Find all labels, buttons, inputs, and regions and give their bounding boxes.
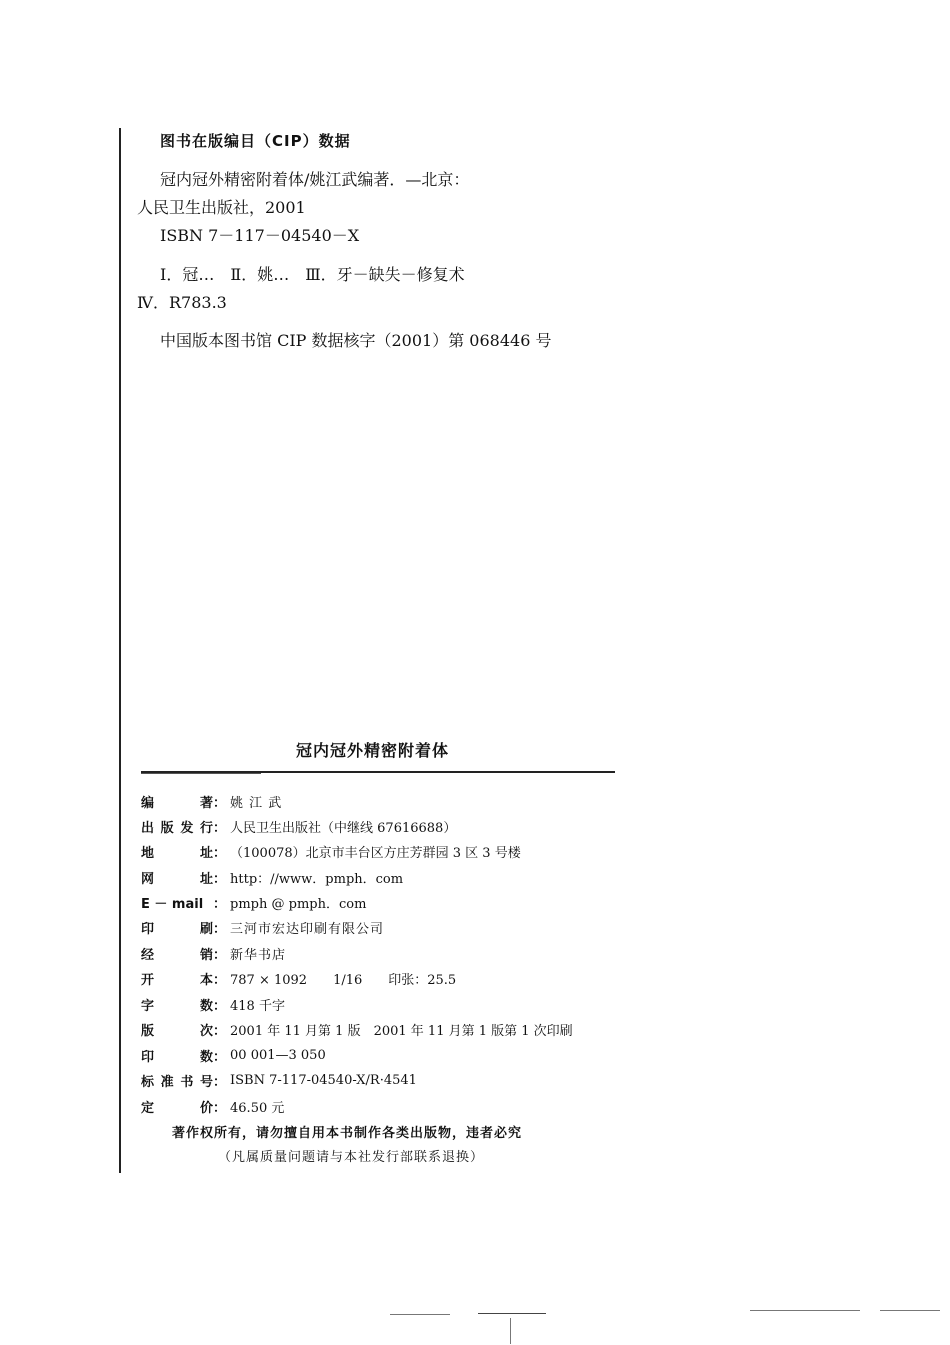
row-label: 印 数: [141, 1049, 213, 1065]
row-value: 00 001—3 050: [230, 1047, 326, 1063]
left-margin-rule: [119, 128, 121, 1173]
row-value: 新华书店: [230, 947, 287, 963]
colophon-row-website: 网 址 ： http：//www．pmph．com: [141, 866, 403, 888]
row-value: 三河市宏达印刷有限公司: [230, 921, 385, 937]
scan-artifact: [510, 1318, 511, 1344]
colophon-row-printer: 印 刷 ： 三河市宏达印刷有限公司: [141, 916, 384, 938]
colophon-row-author: 编 著 ： 姚 江 武: [141, 790, 282, 812]
scan-artifact: [390, 1314, 450, 1315]
row-label: 版 次: [141, 1023, 213, 1039]
colophon-row-email: E － mail ： pmph @ pmph．com: [141, 891, 366, 913]
row-label: 地 址: [141, 845, 213, 861]
row-label: 印 刷: [141, 921, 213, 937]
row-label: 编 著: [141, 795, 213, 811]
row-value: 人民卫生出版社（中继线 67616688）: [230, 820, 457, 836]
row-label: 开 本: [141, 972, 213, 988]
return-policy-note: （凡属质量问题请与本社发行部联系退换）: [218, 1150, 485, 1165]
colophon-row-distributor: 经 销 ： 新华书店: [141, 942, 286, 964]
cip-line-title-author: 冠内冠外精密附着体/姚江武编著．—北京：: [160, 170, 470, 189]
row-value: 2001 年 11 月第 1 版 2001 年 11 月第 1 版第 1 次印刷: [230, 1023, 573, 1039]
row-label: 定 价: [141, 1100, 213, 1116]
scan-artifact: [880, 1310, 940, 1311]
row-value: pmph @ pmph．com: [230, 896, 367, 912]
colophon-row-address: 地 址 ： （100078）北京市丰台区方庄芳群园 3 区 3 号楼: [141, 840, 521, 862]
colophon-row-print-run: 印 数 ： 00 001—3 050: [141, 1047, 326, 1065]
colophon-row-word-count: 字 数 ： 418 千字: [141, 993, 285, 1015]
row-value: 46.50 元: [230, 1100, 285, 1116]
row-label: 出版发行: [141, 820, 213, 836]
colophon-row-format: 开 本 ： 787 × 1092 1/16 印张：25.5: [141, 967, 456, 989]
row-value: 418 千字: [230, 998, 285, 1014]
colophon-row-publisher: 出版发行 ： 人民卫生出版社（中继线 67616688）: [141, 815, 456, 837]
row-value: 姚 江 武: [230, 795, 283, 811]
cip-line-classification: Ⅳ．R783.3: [137, 293, 227, 312]
row-value: ISBN 7-117-04540-X/R·4541: [230, 1072, 417, 1088]
colophon-title: 冠内冠外精密附着体: [296, 741, 450, 760]
scan-artifact: [478, 1313, 546, 1314]
cip-header: 图书在版编目（CIP）数据: [160, 132, 351, 150]
cip-line-publisher: 人民卫生出版社，2001: [137, 198, 306, 217]
row-value: （100078）北京市丰台区方庄芳群园 3 区 3 号楼: [230, 845, 521, 861]
row-label: 标准书号: [141, 1074, 213, 1090]
colophon-row-edition: 版 次 ： 2001 年 11 月第 1 版 2001 年 11 月第 1 版第 1 次印刷: [141, 1018, 573, 1040]
colophon-row-price: 定 价 ： 46.50 元: [141, 1095, 284, 1117]
cip-line-record-number: 中国版本图书馆 CIP 数据核字（2001）第 068446 号: [160, 331, 552, 350]
row-label: 经 销: [141, 947, 213, 963]
row-value: 787 × 1092 1/16 印张：25.5: [230, 972, 457, 988]
row-label: 字 数: [141, 998, 213, 1014]
colophon-rule-accent: [141, 773, 261, 774]
row-label: 网 址: [141, 871, 213, 887]
row-label: E － mail: [141, 896, 204, 912]
row-value: http：//www．pmph．com: [230, 871, 404, 887]
scan-artifact: [750, 1310, 860, 1311]
copyright-notice: 著作权所有，请勿擅自用本书制作各类出版物，违者必究: [172, 1126, 523, 1141]
colophon-row-isbn: 标准书号 ： ISBN 7-117-04540-X/R·4541: [141, 1072, 417, 1090]
cip-line-isbn: ISBN 7－117－04540－X: [160, 226, 360, 245]
cip-line-subjects: Ⅰ．冠… Ⅱ．姚… Ⅲ．牙－缺失－修复术: [160, 265, 465, 284]
